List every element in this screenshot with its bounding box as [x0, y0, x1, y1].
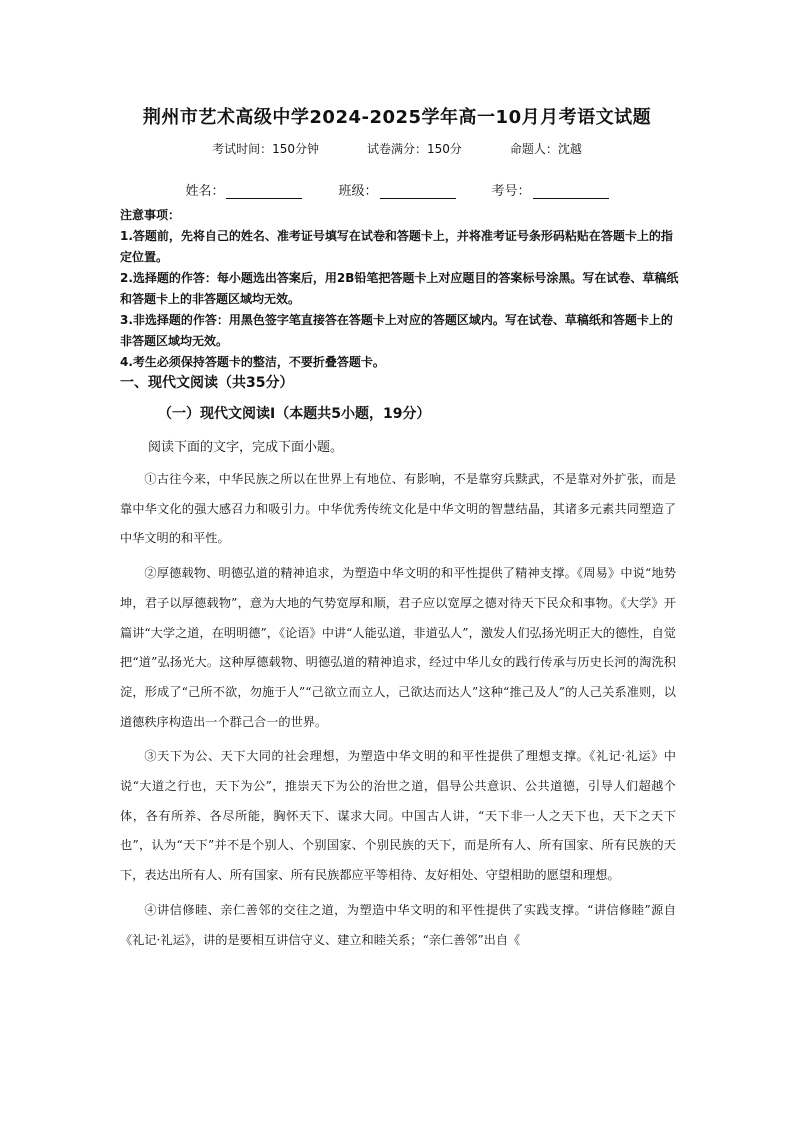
note-item: 3.非选择题的作答：用黑色签字笔直接答在答题卡上对应的答题区域内。写在试卷、草稿纸和答题卡上的非答题区域均无效。 — [120, 313, 673, 348]
full-score: 试卷满分：150分 — [366, 142, 462, 156]
reading-instruction: 阅读下面的文字，完成下面小题。 — [148, 440, 344, 455]
exam-meta — [0, 140, 794, 157]
name-field[interactable] — [185, 180, 302, 199]
note-item: 2.选择题的作答：每小题选出答案后，用2B铅笔把答题卡上对应题目的答案标号涂黑。写在试卷、草稿纸和答题卡上的非答题区域均无效。 — [120, 271, 679, 306]
exam-time: 考试时间：150分钟 — [212, 142, 319, 156]
subsection-heading: （一）现代文阅读Ⅰ（本题共5小题，19分） — [158, 406, 431, 422]
class-field[interactable] — [338, 180, 455, 199]
name-blank[interactable] — [226, 184, 302, 199]
passage-paragraph: ②厚德载物、明德弘道的精神追求，为塑造中华文明的和平性提供了精神支撑。《周易》中说“地势坤，君子以厚德载物”，意为大地的气势宽厚和顺，君子应以宽厚之德对待天下民众和事物。《大学》开篇讲“大学之道，在明明德”，《论语》中讲“人能弘道，非道弘人”，激发人们弘扬光明正大的德性，自觉把“道”弘扬光大。这种厚德载物、明德弘道的精神追求，经过中华儿女的践行传承与历史长河的淘洗积淀，形成了“己所不欲，勿施于人”“己欲立而立人，己欲达而达人”这种“推己及人”的人己关系准则，以道德秩序构造出一个群己合一的世界。 — [120, 566, 676, 729]
passage-paragraph: ③天下为公、天下大同的社会理想，为塑造中华文明的和平性提供了理想支撑。《礼记·礼运》中说“大道之行也，天下为公”，推崇天下为公的治世之道，倡导公共意识、公共道德，引导人们超越个体，各有所养、各尽所能，胸怀天下、谋求大同。中国古人讲，“天下非一人之天下也，天下之天下也”，认为“天下”并不是个别人、个别国家、个别民族的天下，而是所有人、所有国家、所有民族的天下，表达出所有人、所有国家、所有民族都应平等相待、友好相处、守望相助的愿望和理想。 — [120, 749, 676, 883]
name-label: 姓名： — [185, 184, 225, 199]
passage-paragraph: ④讲信修睦、亲仁善邻的交往之道，为塑造中华文明的和平性提供了实践支撑。“讲信修睦”源自《礼记·礼运》，讲的是要相互讲信守义、建立和睦关系；“亲仁善邻”出自《 — [120, 902, 676, 947]
note-item: 4.考生必须保持答题卡的整洁，不要折叠答题卡。 — [120, 355, 385, 369]
student-info-fields — [0, 180, 794, 199]
number-blank[interactable] — [533, 184, 609, 199]
class-label: 班级： — [338, 184, 378, 199]
section-heading: 一、现代文阅读（共35分） — [120, 375, 294, 391]
exam-author: 命题人：沈越 — [509, 142, 582, 156]
number-label: 考号： — [491, 184, 531, 199]
notes-heading: 注意事项： — [120, 208, 181, 222]
reading-passage — [120, 465, 676, 960]
note-item: 1.答题前，先将自己的姓名、准考证号填写在试卷和答题卡上，并将准考证号条形码粘贴在答题卡上的指定位置。 — [120, 229, 673, 264]
class-blank[interactable] — [380, 184, 456, 199]
exam-title: 荆州市艺术高级中学2024-2025学年高一10月月考语文试题 — [142, 107, 652, 128]
number-field[interactable] — [492, 180, 609, 199]
passage-paragraph: ①古往今来，中华民族之所以在世界上有地位、有影响，不是靠穷兵黩武，不是靠对外扩张，而是靠中华文化的强大感召力和吸引力。中华优秀传统文化是中华文明的智慧结晶，其诸多元素共同塑造了中华文明的和平性。 — [120, 472, 676, 546]
exam-notes — [120, 205, 680, 373]
